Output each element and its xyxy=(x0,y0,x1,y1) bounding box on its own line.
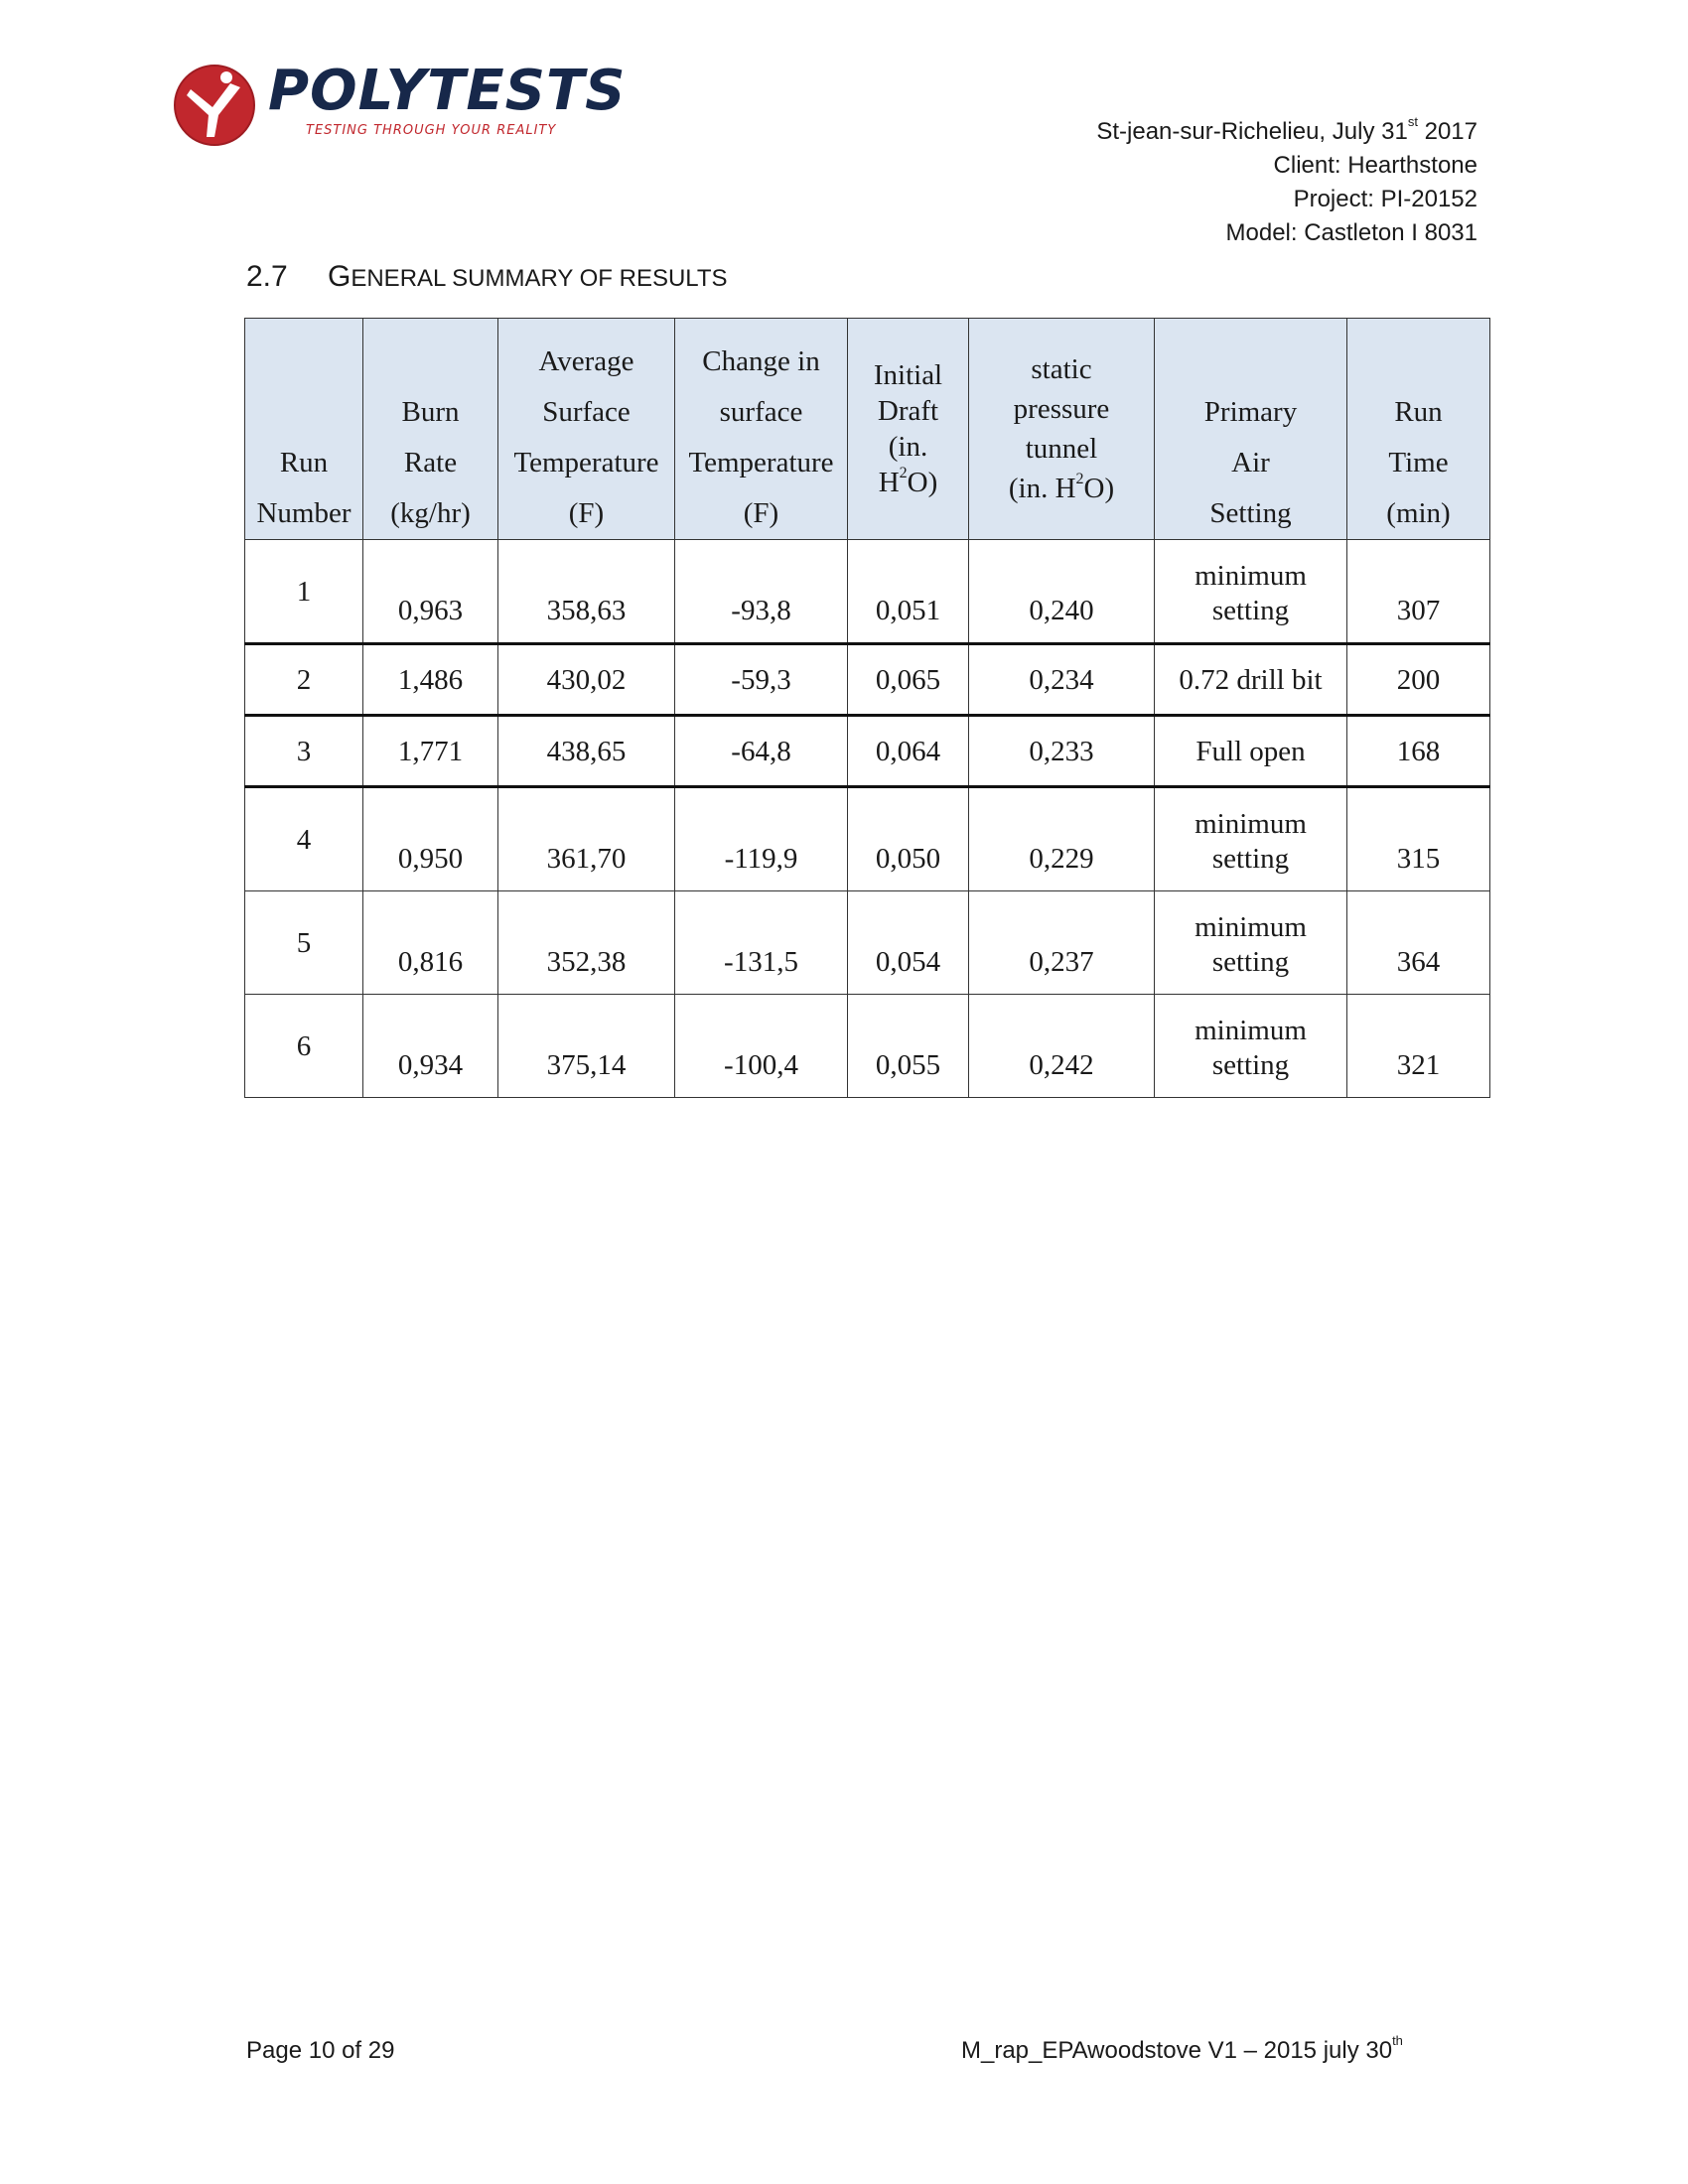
header-static-pressure-tunnel: static pressure tunnel (in. $H^2O$) xyxy=(969,319,1155,540)
cell-primary-air-setting: Full open xyxy=(1155,716,1347,787)
header-primary-air-setting: Primary Air Setting xyxy=(1155,319,1347,540)
date-suffix: st xyxy=(1407,114,1418,129)
doc-ref-suffix: th xyxy=(1392,2033,1403,2048)
cell-change-surface-temperature: -64,8 xyxy=(675,716,848,787)
date-year: 2017 xyxy=(1424,118,1477,145)
cell-run-number: 6 xyxy=(245,995,363,1098)
model-line: Model: Castleton I 8031 xyxy=(1225,219,1477,246)
cell-initial-draft: 0,051 xyxy=(848,540,969,644)
place-date: St-jean-sur-Richelieu, July 31 xyxy=(1096,118,1408,145)
header-initial-draft: Initial Draft (in. $H^2O$) xyxy=(848,319,969,540)
cell-initial-draft: 0,065 xyxy=(848,644,969,716)
header-change-surface-temperature: Change in surface Temperature (F) xyxy=(675,319,848,540)
cell-initial-draft: 0,064 xyxy=(848,716,969,787)
footer-page-number: Page 10 of 29 xyxy=(246,2037,395,2064)
brand-tagline: TESTING THROUGH YOUR REALITY xyxy=(306,123,557,138)
cell-primary-air-setting: minimum setting xyxy=(1155,891,1347,995)
cell-run-time: 321 xyxy=(1347,995,1490,1098)
cell-run-number: 2 xyxy=(245,644,363,716)
cell-run-time: 315 xyxy=(1347,787,1490,891)
cell-burn-rate: 1,486 xyxy=(363,644,498,716)
header-burn-rate: Burn Rate (kg/hr) xyxy=(363,319,498,540)
cell-change-surface-temperature: -93,8 xyxy=(675,540,848,644)
cell-average-surface-temperature: 438,65 xyxy=(498,716,675,787)
cell-primary-air-setting: minimum setting xyxy=(1155,540,1347,644)
cell-change-surface-temperature: -119,9 xyxy=(675,787,848,891)
table-row xyxy=(245,787,1490,891)
place-date-line xyxy=(1096,115,1477,149)
cell-initial-draft: 0,050 xyxy=(848,787,969,891)
cell-burn-rate: 1,771 xyxy=(363,716,498,787)
cell-average-surface-temperature: 358,63 xyxy=(498,540,675,644)
cell-burn-rate: 0,934 xyxy=(363,995,498,1098)
cell-average-surface-temperature: 352,38 xyxy=(498,891,675,995)
cell-run-time: 168 xyxy=(1347,716,1490,787)
results-summary-table xyxy=(244,318,1490,1098)
table-row xyxy=(245,995,1490,1098)
section-title-rest: ENERAL SUMMARY OF RESULTS xyxy=(351,265,728,292)
cell-primary-air-setting: minimum setting xyxy=(1155,787,1347,891)
cell-initial-draft: 0,054 xyxy=(848,891,969,995)
cell-initial-draft: 0,055 xyxy=(848,995,969,1098)
cell-static-pressure: 0,237 xyxy=(969,891,1155,995)
cell-static-pressure: 0,242 xyxy=(969,995,1155,1098)
header-run-time: Run Time (min) xyxy=(1347,319,1490,540)
cell-run-time: 307 xyxy=(1347,540,1490,644)
cell-static-pressure: 0,240 xyxy=(969,540,1155,644)
cell-average-surface-temperature: 375,14 xyxy=(498,995,675,1098)
cell-run-number: 3 xyxy=(245,716,363,787)
cell-run-time: 364 xyxy=(1347,891,1490,995)
cell-run-number: 4 xyxy=(245,787,363,891)
cell-static-pressure: 0,233 xyxy=(969,716,1155,787)
cell-static-pressure: 0,234 xyxy=(969,644,1155,716)
cell-change-surface-temperature: -100,4 xyxy=(675,995,848,1098)
project-line: Project: PI-20152 xyxy=(1293,186,1477,212)
cell-burn-rate: 0,963 xyxy=(363,540,498,644)
cell-static-pressure: 0,229 xyxy=(969,787,1155,891)
brand-name: POLYTESTS xyxy=(268,59,627,123)
cell-average-surface-temperature: 361,70 xyxy=(498,787,675,891)
polytests-logo-emblem-icon xyxy=(169,60,264,147)
table-row xyxy=(245,716,1490,787)
table-header-row xyxy=(245,319,1490,540)
cell-burn-rate: 0,816 xyxy=(363,891,498,995)
cell-run-number: 1 xyxy=(245,540,363,644)
footer-document-reference xyxy=(961,2033,1403,2065)
client-line: Client: Hearthstone xyxy=(1273,152,1477,179)
document-header-info xyxy=(1096,115,1477,250)
table-row xyxy=(245,644,1490,716)
section-number: 2.7 xyxy=(246,260,288,293)
polytests-logo xyxy=(169,60,626,149)
section-title-initial: G xyxy=(328,260,352,293)
section-heading xyxy=(246,260,728,294)
table-row xyxy=(245,891,1490,995)
cell-primary-air-setting: minimum setting xyxy=(1155,995,1347,1098)
cell-run-time: 200 xyxy=(1347,644,1490,716)
cell-average-surface-temperature: 430,02 xyxy=(498,644,675,716)
header-average-surface-temperature: Average Surface Temperature (F) xyxy=(498,319,675,540)
doc-ref: M_rap_EPAwoodstove V1 – 2015 july 30 xyxy=(961,2037,1393,2064)
cell-change-surface-temperature: -131,5 xyxy=(675,891,848,995)
cell-burn-rate: 0,950 xyxy=(363,787,498,891)
header-run-number: Run Number xyxy=(245,319,363,540)
cell-run-number: 5 xyxy=(245,891,363,995)
table-row xyxy=(245,540,1490,644)
cell-primary-air-setting: 0.72 drill bit xyxy=(1155,644,1347,716)
cell-change-surface-temperature: -59,3 xyxy=(675,644,848,716)
